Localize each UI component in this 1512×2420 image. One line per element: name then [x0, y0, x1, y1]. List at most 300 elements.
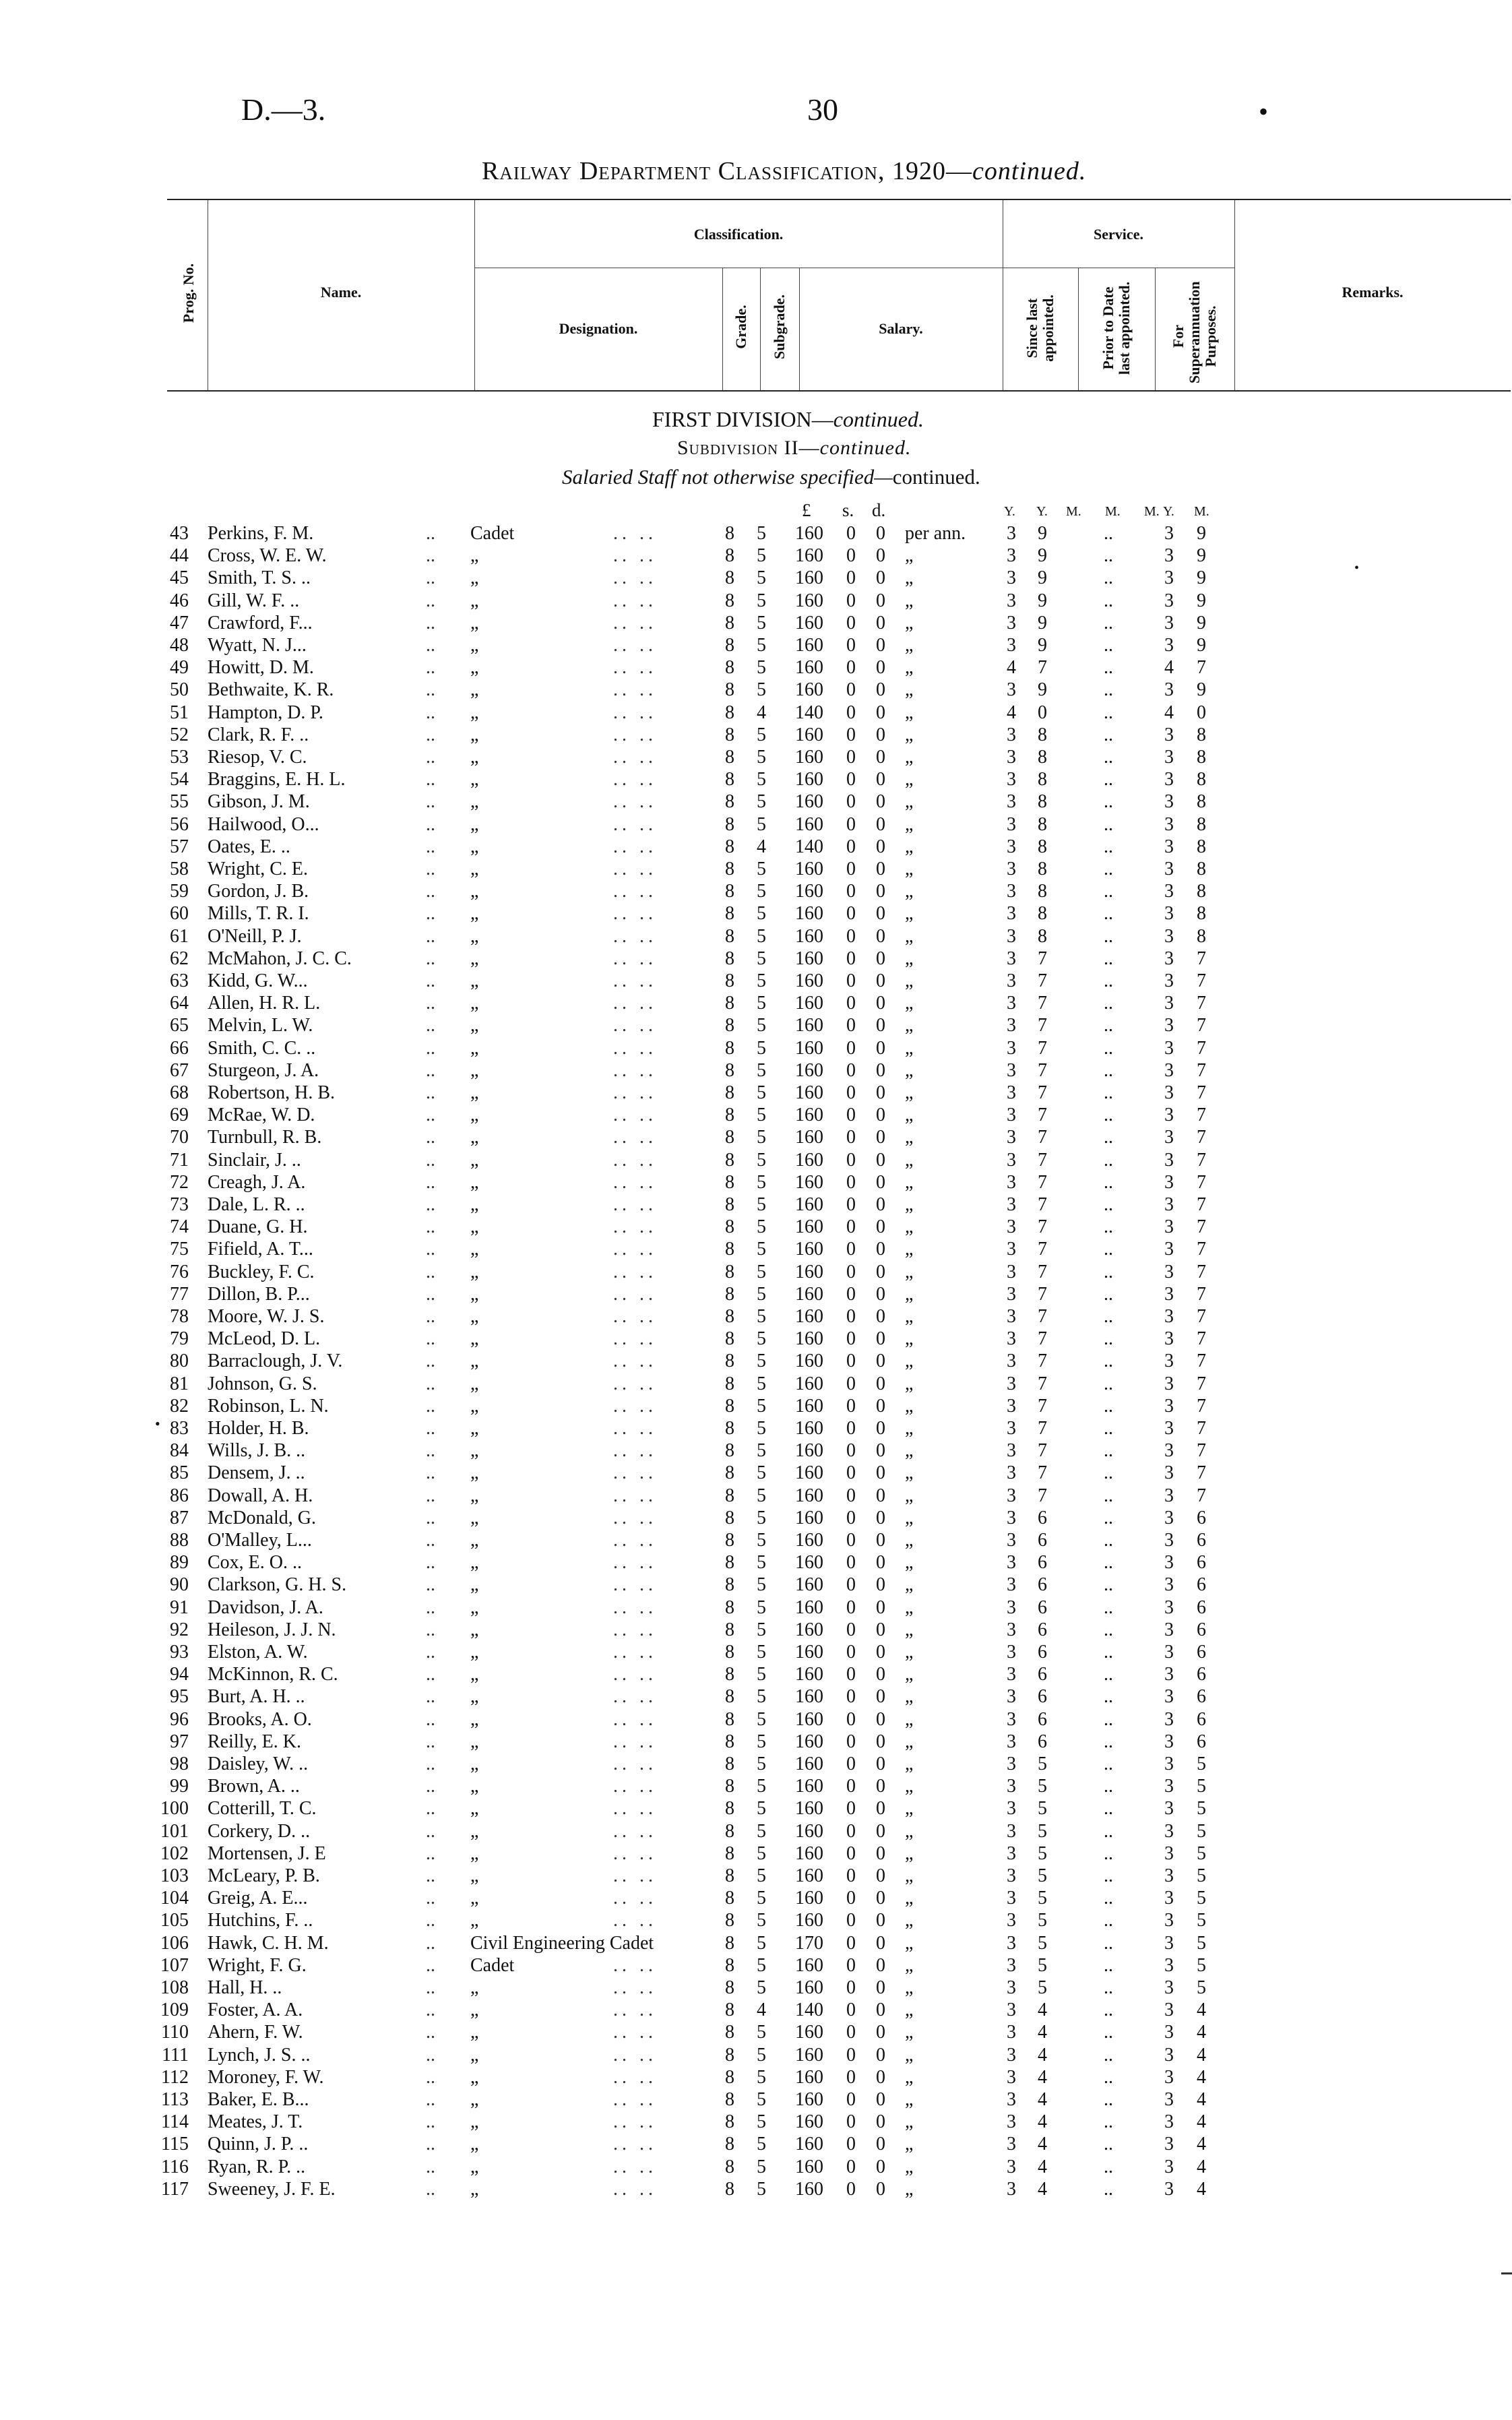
leader-dots: ..	[426, 1619, 435, 1640]
table-row	[0, 1126, 1512, 1148]
salary-period-cell: „	[905, 2066, 914, 2088]
salary-period-cell: „	[905, 702, 914, 723]
table-row	[0, 612, 1512, 634]
super-years-cell: 3	[1164, 1037, 1174, 1059]
name-cell: Reilly, E. K.	[208, 1731, 301, 1752]
leader-dots: ..	[426, 1059, 435, 1081]
table-row	[0, 970, 1512, 992]
grade-cell: 8	[725, 859, 734, 879]
salary-pounds-cell: 160	[795, 1596, 823, 1618]
leader-dots: .. ..	[613, 2134, 657, 2155]
leader-dots: ..	[426, 2066, 435, 2088]
salary-shillings-cell: 0	[846, 1216, 856, 1238]
table-row	[0, 2133, 1512, 2155]
leader-dots: .. ..	[613, 769, 657, 790]
salary-pounds-cell: 140	[795, 836, 823, 857]
super-years-cell: 3	[1164, 1462, 1174, 1484]
unit-m4: M.	[1194, 504, 1209, 519]
designation-cell: „	[470, 1596, 479, 1618]
designation-cell: „	[470, 590, 479, 611]
salary-period-cell: „	[905, 1596, 914, 1618]
grade-cell: 8	[725, 2022, 734, 2043]
salary-pence-cell: 0	[876, 1888, 885, 1909]
salary-period-cell: „	[905, 1507, 914, 1528]
salary-period-cell: „	[905, 1842, 914, 1864]
service-months-cell: 6	[1038, 1664, 1047, 1685]
grade-cell: 8	[725, 612, 734, 633]
salary-pounds-cell: 160	[795, 1149, 823, 1171]
running-title	[482, 156, 1086, 186]
subgrade-cell: 5	[757, 925, 766, 947]
salary-shillings-cell: 0	[846, 2044, 856, 2066]
leader-dots: .. ..	[613, 635, 657, 656]
name-cell: Davidson, J. A.	[208, 1596, 323, 1618]
margin-dot: •	[1354, 561, 1360, 576]
grade-cell: 8	[725, 545, 734, 567]
super-months-cell: 7	[1197, 1015, 1206, 1036]
running-title-cont: continued.	[972, 157, 1087, 185]
leader-dots: ..	[1104, 1932, 1113, 1954]
salary-shillings-cell: 0	[846, 1776, 856, 1797]
service-years-cell: 3	[1007, 903, 1016, 925]
prog-no-cell: 103	[160, 1865, 189, 1886]
service-months-cell: 5	[1038, 1842, 1047, 1864]
super-months-cell: 7	[1197, 657, 1206, 679]
salary-pounds-cell: 160	[795, 1798, 823, 1820]
salary-pence-cell: 0	[876, 1708, 885, 1730]
salary-pence-cell: 0	[876, 970, 885, 991]
name-cell: Braggins, E. H. L.	[208, 769, 346, 790]
super-years-cell: 3	[1164, 1754, 1174, 1774]
super-months-cell: 7	[1197, 1373, 1206, 1394]
super-years-cell: 3	[1164, 545, 1174, 567]
leader-dots: ..	[1104, 545, 1113, 567]
designation-cell: „	[470, 1328, 479, 1350]
service-months-cell: 7	[1038, 1059, 1047, 1081]
salary-pence-cell: 0	[876, 2066, 885, 2088]
grade-cell: 8	[725, 1820, 734, 1842]
service-years-cell: 3	[1007, 1798, 1016, 1820]
designation-cell: „	[470, 948, 479, 969]
leader-dots: ..	[1104, 1865, 1113, 1886]
unit-shillings: s.	[842, 500, 854, 520]
leader-dots: ..	[426, 679, 435, 701]
salary-pounds-cell: 160	[795, 903, 823, 925]
leader-dots: ..	[426, 1731, 435, 1752]
grade-cell: 8	[725, 1932, 734, 1954]
prog-no-cell: 87	[170, 1507, 189, 1528]
service-years-cell: 3	[1007, 747, 1016, 768]
super-years-cell: 3	[1164, 2111, 1174, 2133]
table-row	[0, 2088, 1512, 2111]
table-row	[0, 1507, 1512, 1529]
leader-dots: .. ..	[613, 1798, 657, 1820]
name-cell: Brown, A. ..	[208, 1776, 300, 1797]
leader-dots: .. ..	[613, 836, 657, 857]
subgrade-cell: 5	[757, 1418, 766, 1439]
salary-period-cell: „	[905, 903, 914, 925]
name-cell: Robertson, H. B.	[208, 1082, 335, 1103]
prog-no-cell: 84	[170, 1440, 189, 1462]
prog-no-cell: 51	[170, 702, 189, 723]
salary-pounds-cell: 160	[795, 1216, 823, 1238]
name-cell: Foster, A. A.	[208, 1999, 303, 2021]
prog-no-cell: 68	[170, 1082, 189, 1103]
leader-dots: ..	[1104, 2066, 1113, 2088]
service-months-cell: 7	[1038, 1283, 1047, 1305]
name-cell: Cross, W. E. W.	[208, 545, 327, 567]
super-years-cell: 3	[1164, 1015, 1174, 1036]
super-years-cell: 4	[1164, 657, 1174, 679]
super-months-cell: 9	[1197, 545, 1206, 567]
super-years-cell: 3	[1164, 724, 1174, 745]
salary-shillings-cell: 0	[846, 2089, 856, 2110]
table-row	[0, 1999, 1512, 2021]
leader-dots: .. ..	[613, 970, 657, 991]
name-cell: McDonald, G.	[208, 1507, 316, 1528]
grade-cell: 8	[725, 635, 734, 656]
service-years-cell: 3	[1007, 523, 1016, 544]
salary-period-cell: „	[905, 1082, 914, 1103]
leader-dots: .. ..	[613, 1015, 657, 1036]
leader-dots: .. ..	[613, 1239, 657, 1260]
leader-dots: ..	[426, 1596, 435, 1618]
leader-dots: ..	[1104, 635, 1113, 656]
designation-cell: „	[470, 925, 479, 947]
salary-period-cell: „	[905, 1037, 914, 1059]
subgrade-cell: 4	[757, 836, 766, 857]
grade-cell: 8	[725, 1865, 734, 1886]
prog-no-cell: 94	[170, 1664, 189, 1685]
service-months-cell: 5	[1038, 1954, 1047, 1976]
subgrade-cell: 5	[757, 1686, 766, 1708]
name-cell: Turnbull, R. B.	[208, 1127, 322, 1148]
leader-dots: ..	[1104, 836, 1113, 857]
grade-cell: 8	[725, 1754, 734, 1774]
service-months-cell: 5	[1038, 1932, 1047, 1954]
table-header	[167, 199, 1511, 392]
service-years-cell: 3	[1007, 1149, 1016, 1171]
leader-dots: .. ..	[613, 545, 657, 567]
salary-shillings-cell: 0	[846, 1642, 856, 1663]
grade-cell: 8	[725, 881, 734, 902]
salary-period-cell: „	[905, 1664, 914, 1685]
leader-dots: ..	[426, 769, 435, 790]
leader-dots: ..	[426, 2111, 435, 2133]
salary-pounds-cell: 160	[795, 1686, 823, 1708]
super-years-cell: 3	[1164, 836, 1174, 857]
salary-pence-cell: 0	[876, 948, 885, 969]
super-months-cell: 7	[1197, 1462, 1206, 1484]
salary-pence-cell: 0	[876, 747, 885, 768]
super-years-cell: 3	[1164, 2156, 1174, 2177]
subgrade-cell: 5	[757, 1127, 766, 1148]
super-months-cell: 4	[1197, 2022, 1206, 2043]
service-years-cell: 3	[1007, 993, 1016, 1014]
table-row	[0, 1641, 1512, 1663]
super-years-cell: 3	[1164, 1261, 1174, 1282]
table-row	[0, 836, 1512, 858]
prog-no-cell: 55	[170, 791, 189, 813]
salary-shillings-cell: 0	[846, 1261, 856, 1282]
prog-no-cell: 48	[170, 635, 189, 656]
service-years-cell: 3	[1007, 545, 1016, 567]
name-cell: Robinson, L. N.	[208, 1395, 329, 1417]
super-months-cell: 6	[1197, 1574, 1206, 1596]
leader-dots: .. ..	[613, 1842, 657, 1864]
subgrade-cell: 5	[757, 1842, 766, 1864]
service-months-cell: 5	[1038, 1798, 1047, 1820]
salary-shillings-cell: 0	[846, 657, 856, 679]
salary-pounds-cell: 160	[795, 970, 823, 991]
super-months-cell: 7	[1197, 970, 1206, 991]
leader-dots: ..	[1104, 791, 1113, 813]
leader-dots: ..	[1104, 612, 1113, 633]
salary-pounds-cell: 160	[795, 1619, 823, 1640]
super-months-cell: 6	[1197, 1664, 1206, 1685]
salary-period-cell: „	[905, 1820, 914, 1842]
prog-no-cell: 95	[170, 1686, 189, 1708]
service-months-cell: 9	[1038, 567, 1047, 589]
service-years-cell: 3	[1007, 1552, 1016, 1574]
service-years-cell: 3	[1007, 1015, 1016, 1036]
leader-dots: ..	[426, 1574, 435, 1596]
service-months-cell: 6	[1038, 1619, 1047, 1640]
salary-pence-cell: 0	[876, 1440, 885, 1462]
salary-pounds-cell: 160	[795, 590, 823, 611]
service-years-cell: 3	[1007, 1171, 1016, 1193]
prog-no-cell: 112	[161, 2066, 189, 2088]
salary-pounds-cell: 160	[795, 2044, 823, 2066]
super-years-cell: 3	[1164, 1328, 1174, 1350]
table-row	[0, 2066, 1512, 2088]
unit-y3: Y.	[1163, 504, 1174, 519]
leader-dots: .. ..	[613, 1686, 657, 1708]
salary-period-cell: „	[905, 1059, 914, 1081]
grade-cell: 8	[725, 1731, 734, 1752]
service-years-cell: 3	[1007, 567, 1016, 589]
name-cell: Dillon, B. P...	[208, 1283, 310, 1305]
salary-pence-cell: 0	[876, 1776, 885, 1797]
super-months-cell: 4	[1197, 2066, 1206, 2088]
col-salary: Salary.	[879, 320, 923, 337]
salary-pence-cell: 0	[876, 1552, 885, 1574]
salary-pence-cell: 0	[876, 657, 885, 679]
salary-pence-cell: 0	[876, 567, 885, 589]
service-months-cell: 8	[1038, 813, 1047, 835]
leader-dots: ..	[1104, 1754, 1113, 1774]
service-months-cell: 8	[1038, 769, 1047, 790]
super-years-cell: 3	[1164, 1574, 1174, 1596]
leader-dots: ..	[426, 1462, 435, 1484]
subgrade-cell: 5	[757, 1082, 766, 1103]
table-row	[0, 1328, 1512, 1350]
leader-dots: .. ..	[613, 1596, 657, 1618]
service-months-cell: 7	[1038, 1127, 1047, 1148]
designation-cell: „	[470, 1731, 479, 1752]
service-years-cell: 3	[1007, 2134, 1016, 2155]
service-years-cell: 3	[1007, 1754, 1016, 1774]
division-text: FIRST DIVISION—	[652, 407, 833, 431]
name-cell: Johnson, G. S.	[208, 1373, 317, 1394]
service-years-cell: 3	[1007, 1328, 1016, 1350]
designation-cell: „	[470, 2044, 479, 2066]
super-years-cell: 3	[1164, 1216, 1174, 1238]
super-years-cell: 3	[1164, 1418, 1174, 1439]
table-row	[0, 1104, 1512, 1126]
designation-cell: „	[470, 1642, 479, 1663]
service-years-cell: 3	[1007, 1910, 1016, 1931]
name-cell: Crawford, F...	[208, 612, 313, 633]
salary-pounds-cell: 140	[795, 702, 823, 723]
leader-dots: ..	[1104, 1171, 1113, 1193]
grade-cell: 8	[725, 2178, 734, 2200]
super-years-cell: 3	[1164, 1373, 1174, 1394]
salary-pounds-cell: 160	[795, 1977, 823, 1998]
leader-dots: ..	[1104, 1664, 1113, 1685]
salary-pounds-cell: 160	[795, 1261, 823, 1282]
subgrade-cell: 5	[757, 903, 766, 925]
salary-shillings-cell: 0	[846, 1910, 856, 1931]
service-months-cell: 8	[1038, 724, 1047, 745]
salary-period-cell: „	[905, 948, 914, 969]
salary-shillings-cell: 0	[846, 612, 856, 633]
grade-cell: 8	[725, 769, 734, 790]
service-months-cell: 5	[1038, 1776, 1047, 1797]
super-months-cell: 6	[1197, 1596, 1206, 1618]
super-months-cell: 7	[1197, 948, 1206, 969]
salary-pence-cell: 0	[876, 1082, 885, 1103]
leader-dots: ..	[1104, 1776, 1113, 1797]
grade-cell: 8	[725, 948, 734, 969]
salary-pence-cell: 0	[876, 1754, 885, 1774]
leader-dots: ..	[426, 1910, 435, 1931]
service-months-cell: 6	[1038, 1574, 1047, 1596]
super-months-cell: 7	[1197, 1418, 1206, 1439]
table-row	[0, 545, 1512, 567]
leader-dots: .. ..	[613, 747, 657, 768]
salary-shillings-cell: 0	[846, 970, 856, 991]
leader-dots: ..	[1104, 1082, 1113, 1103]
leader-dots: ..	[426, 724, 435, 745]
prog-no-cell: 59	[170, 881, 189, 902]
subgrade-cell: 4	[757, 702, 766, 723]
leader-dots: ..	[1104, 1015, 1113, 1036]
salary-shillings-cell: 0	[846, 1462, 856, 1484]
name-cell: Creagh, J. A.	[208, 1171, 306, 1193]
name-cell: Wyatt, N. J...	[208, 635, 307, 656]
salary-pence-cell: 0	[876, 1261, 885, 1282]
salary-pence-cell: 0	[876, 1977, 885, 1998]
salary-shillings-cell: 0	[846, 1328, 856, 1350]
salary-pounds-cell: 160	[795, 1239, 823, 1260]
grade-cell: 8	[725, 1776, 734, 1797]
super-years-cell: 3	[1164, 1842, 1174, 1864]
salary-shillings-cell: 0	[846, 1171, 856, 1193]
leader-dots: .. ..	[613, 1395, 657, 1417]
designation-cell: „	[470, 1462, 479, 1484]
service-years-cell: 3	[1007, 1642, 1016, 1663]
salary-pence-cell: 0	[876, 1820, 885, 1842]
leader-dots: ..	[426, 1261, 435, 1282]
grade-cell: 8	[725, 1462, 734, 1484]
super-months-cell: 5	[1197, 1754, 1206, 1774]
subgrade-cell: 5	[757, 791, 766, 813]
grade-cell: 8	[725, 1015, 734, 1036]
designation-cell: „	[470, 724, 479, 745]
salary-pounds-cell: 160	[795, 1776, 823, 1797]
salary-shillings-cell: 0	[846, 1395, 856, 1417]
name-cell: Moroney, F. W.	[208, 2066, 324, 2088]
leader-dots: ..	[1104, 993, 1113, 1014]
unit-y2: Y.	[1036, 504, 1048, 519]
designation-cell: „	[470, 1261, 479, 1282]
super-months-cell: 7	[1197, 1194, 1206, 1215]
service-months-cell: 4	[1038, 1999, 1047, 2021]
leader-dots: ..	[1104, 1954, 1113, 1976]
leader-dots: ..	[1104, 1507, 1113, 1528]
leader-dots: .. ..	[613, 1306, 657, 1327]
salary-pounds-cell: 160	[795, 859, 823, 879]
designation-cell: „	[470, 1776, 479, 1797]
service-months-cell: 4	[1038, 2111, 1047, 2133]
prog-no-cell: 82	[170, 1395, 189, 1417]
salary-shillings-cell: 0	[846, 724, 856, 745]
service-months-cell: 7	[1038, 1216, 1047, 1238]
designation-cell: „	[470, 1485, 479, 1506]
super-years-cell: 3	[1164, 769, 1174, 790]
salary-pence-cell: 0	[876, 2134, 885, 2155]
leader-dots: ..	[426, 1216, 435, 1238]
name-cell: Gordon, J. B.	[208, 881, 309, 902]
salary-period-cell: „	[905, 1105, 914, 1126]
super-months-cell: 6	[1197, 1686, 1206, 1708]
subgrade-cell: 5	[757, 2022, 766, 2043]
salary-pounds-cell: 160	[795, 1059, 823, 1081]
super-months-cell: 6	[1197, 1552, 1206, 1574]
grade-cell: 8	[725, 903, 734, 925]
name-cell: Howitt, D. M.	[208, 657, 314, 679]
super-years-cell: 3	[1164, 791, 1174, 813]
grade-cell: 8	[725, 2111, 734, 2133]
leader-dots: .. ..	[613, 1283, 657, 1305]
designation-cell: „	[470, 1798, 479, 1820]
subgrade-cell: 5	[757, 2178, 766, 2200]
leader-dots: ..	[426, 925, 435, 947]
service-years-cell: 3	[1007, 1261, 1016, 1282]
super-months-cell: 7	[1197, 1216, 1206, 1238]
name-cell: McMahon, J. C. C.	[208, 948, 352, 969]
salary-shillings-cell: 0	[846, 2178, 856, 2200]
leader-dots: ..	[426, 836, 435, 857]
super-months-cell: 5	[1197, 1776, 1206, 1797]
page-number: 30	[807, 92, 838, 127]
service-months-cell: 6	[1038, 1642, 1047, 1663]
grade-cell: 8	[725, 1037, 734, 1059]
service-years-cell: 3	[1007, 2111, 1016, 2133]
salary-pence-cell: 0	[876, 2178, 885, 2200]
leader-dots: ..	[1104, 1485, 1113, 1506]
name-cell: Sweeney, J. F. E.	[208, 2178, 336, 2200]
unit-m1: M.	[1066, 504, 1081, 519]
salary-pence-cell: 0	[876, 1642, 885, 1663]
salary-period-cell: „	[905, 970, 914, 991]
leader-dots: .. ..	[613, 1664, 657, 1685]
designation-cell: „	[470, 2134, 479, 2155]
super-years-cell: 3	[1164, 679, 1174, 701]
subgrade-cell: 5	[757, 1708, 766, 1730]
grade-cell: 8	[725, 970, 734, 991]
